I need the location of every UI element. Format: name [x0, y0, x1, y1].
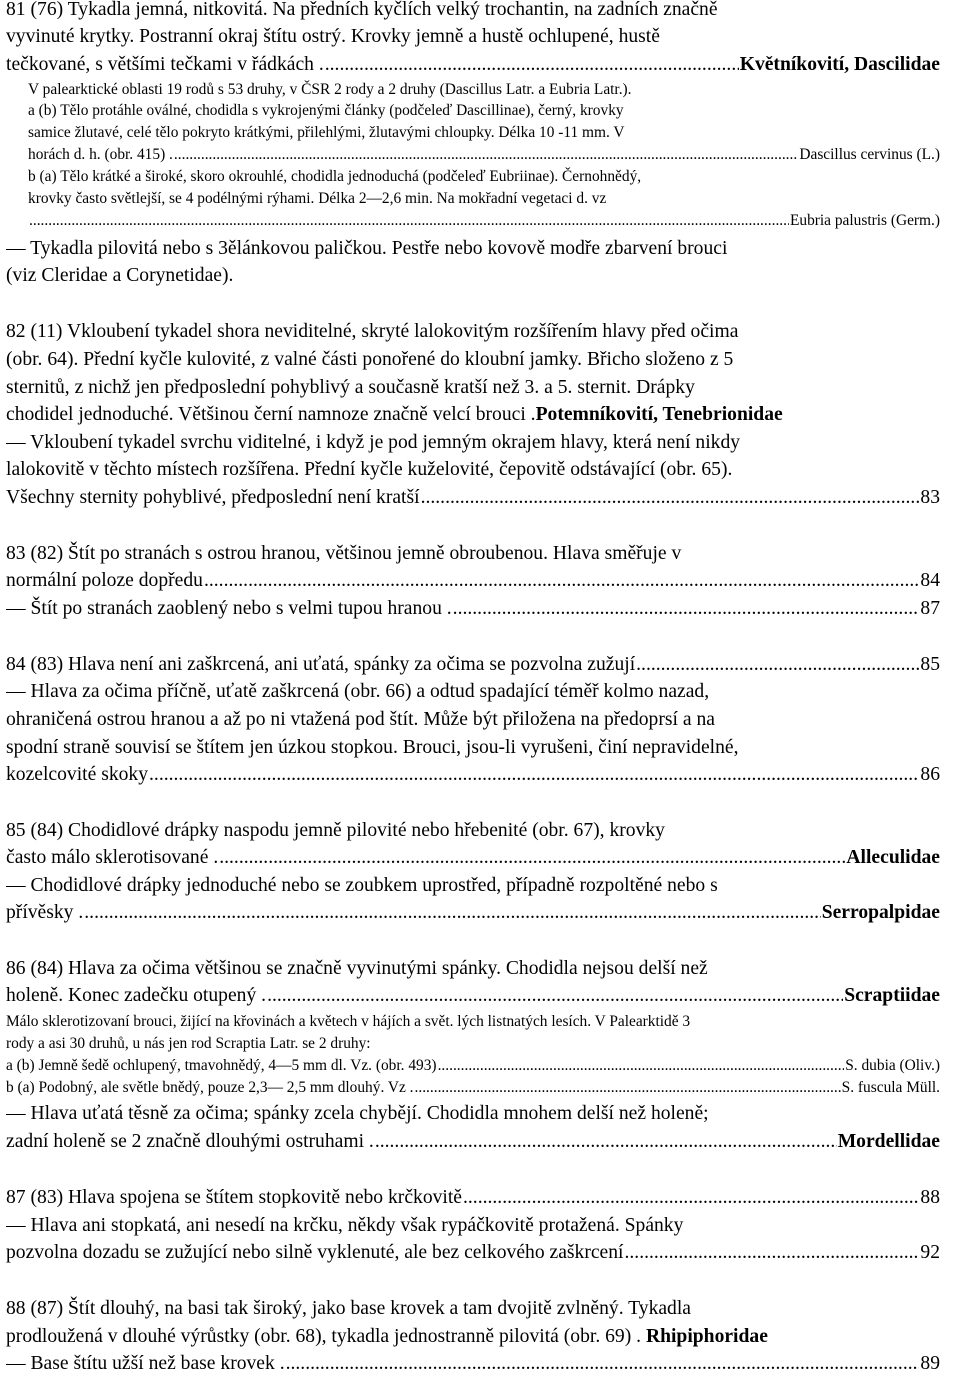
dot-leader — [325, 51, 739, 79]
dot-leader — [625, 1239, 920, 1267]
dot-leader — [375, 1128, 837, 1156]
taxon-name: Serropalpidae — [821, 902, 940, 923]
line-text: Všechny sternity pohyblivé, předposlední není kratší — [6, 487, 420, 508]
text-line-l30 — [6, 872, 940, 900]
line-text: (obr. 64). Přední kyčle kulovité, z valné části ponořené do kloubní jamky. Břicho složeno z 5 — [6, 349, 734, 370]
line-text: 87 (83) Hlava spojena se štítem stopkovitě nebo krčkovitě — [6, 1187, 462, 1208]
line-text: 92 — [920, 1242, 940, 1263]
dot-leader — [463, 1184, 919, 1212]
text-line-l43 — [6, 1295, 940, 1323]
line-text: vyvinuté krytky. Postranní okraj štítu ostrý. Krovky jemně a hustě ochlupené, hustě — [6, 26, 660, 47]
text-line-l44 — [6, 1323, 940, 1351]
text-line-l28 — [6, 817, 940, 845]
text-line-l10 — [6, 210, 940, 232]
text-line-l33 — [6, 982, 940, 1010]
text-line-l23 — [6, 651, 940, 679]
taxon-name: Alleculidae — [846, 847, 940, 868]
line-text: 86 (84) Hlava za očima většinou se značně vyvinutými spánky. Chodidla nejsou delší než — [6, 958, 708, 979]
text-line-l41 — [6, 1212, 940, 1240]
text-line-l12 — [6, 262, 940, 290]
line-text: 81 (76) Tykadla jemná, nitkovitá. Na předních kyčlích velký trochantin, na zadních značně — [6, 0, 718, 20]
line-text: sternitů, z nichž jen předposlední pohyblivý a současně kratší než 3. a 5. sternit. Drápky — [6, 377, 695, 398]
line-text: lalokovitě v těchto místech rozšířena. Přední kyčle kuželovité, čepovitě odstávající (obr. 65). — [6, 459, 733, 480]
line-text: Dascillus cervinus (L.) — [799, 146, 940, 163]
line-text: a (b) Jemně šedě ochlupený, tmavohnědý, 4—5 mm dl. Vz. (obr. 493) — [6, 1057, 437, 1074]
taxon-name: Květníkovití, Dascilidae — [739, 54, 940, 75]
line-text: 89 — [920, 1353, 940, 1374]
text-line-l07 — [6, 144, 940, 166]
text-line-l06 — [6, 122, 940, 144]
line-text: 85 (84) Chodidlové drápky naspodu jemně pilovité nebo hřebenité (obr. 67), krovky — [6, 820, 665, 841]
line-text: — Štít po stranách zaoblený nebo s velmi tupou hranou . — [6, 598, 452, 619]
text-line-l22 — [6, 595, 940, 623]
line-text: tečkované, s většími tečkami v řádkách . — [6, 54, 324, 75]
text-line-l08 — [6, 166, 940, 188]
dot-leader — [438, 1055, 845, 1077]
text-line-l26 — [6, 734, 940, 762]
text-line-l11 — [6, 235, 940, 263]
line-text: — Hlava uťatá těsně za očima; spánky zcela chybějí. Chodidla mnohem delší než holeně; — [6, 1103, 709, 1124]
line-text: krovky často světlejší, se 4 podélnými rýhami. Délka 2—2,6 min. Na mokřadní vegetaci d. vz — [28, 190, 607, 207]
line-text: normální poloze dopředu — [6, 570, 203, 591]
line-text: 88 — [920, 1187, 940, 1208]
line-text: — Hlava za očima příčně, uťatě zaškrcená (obr. 66) a odtud spadající téměř kolmo nazad, — [6, 681, 710, 702]
line-text: — Base štítu užší než base krovek . — [6, 1353, 285, 1374]
text-line-l03 — [6, 51, 940, 79]
text-line-l18 — [6, 456, 940, 484]
text-line-l27 — [6, 761, 940, 789]
dot-leader — [204, 567, 919, 595]
line-text: často málo sklerotisované . — [6, 847, 219, 868]
text-line-l01 — [6, 0, 940, 24]
text-line-l35 — [6, 1033, 940, 1055]
dot-leader — [29, 210, 789, 232]
text-line-l29 — [6, 844, 940, 872]
taxon-name: Potemníkovití, Tenebrionidae — [535, 404, 783, 425]
text-line-l37 — [6, 1077, 940, 1099]
text-line-l02 — [6, 23, 940, 51]
line-text: pozvolna dozadu se zužující nebo silně vyklenuté, ale bez celkového zaškrcení — [6, 1242, 624, 1263]
line-text: (viz Cleridae a Corynetidae). — [6, 265, 234, 286]
text-line-l05 — [6, 100, 940, 122]
text-line-l04 — [6, 79, 940, 101]
line-text: spodní straně souvisí se štítem jen úzkou stopkou. Brouci, jsou-li vyrušeni, činí nepravidelné, — [6, 737, 739, 758]
line-text: — Hlava ani stopkatá, ani nesedí na krčku, někdy však rypáčkovitě protažená. Spánky — [6, 1215, 684, 1236]
line-text: 87 — [920, 598, 940, 619]
line-text: — Tykadla pilovitá nebo s 3ělánkovou paličkou. Pestře nebo kovově modře zbarvení brouci — [6, 238, 728, 259]
dot-leader — [267, 982, 843, 1010]
line-text: 82 (11) Vkloubení tykadel shora neviditelné, skryté lalokovitým rozšířením hlavy před očima — [6, 321, 739, 342]
text-line-l21 — [6, 567, 940, 595]
line-text: holeně. Konec zadečku otupený . — [6, 985, 267, 1006]
dot-leader — [453, 595, 920, 623]
dot-leader — [415, 1077, 841, 1099]
line-text: b (a) Tělo krátké a široké, skoro okrouhlé, chodidla jednoduchá (podčeleď Eubriinae). Černohnědý, — [28, 168, 642, 185]
line-text: ohraničená ostrou hranou a až po ni vtažená pod štít. Může být přiložena na předoprsí a na — [6, 709, 715, 730]
text-line-l31 — [6, 899, 940, 927]
line-text: V palearktické oblasti 19 rodů s 53 druhy, v ČSR 2 rody a 2 druhy (Dascillus Latr. a Eubria Latr.). — [28, 81, 632, 98]
text-line-l24 — [6, 678, 940, 706]
text-line-l40 — [6, 1184, 940, 1212]
text-line-l45 — [6, 1350, 940, 1378]
text-line-l20 — [6, 540, 940, 568]
line-text: 84 (83) Hlava není ani zaškrcená, ani uťatá, spánky za očima se pozvolna zužují — [6, 654, 636, 675]
text-line-l17 — [6, 429, 940, 457]
text-line-l13 — [6, 318, 940, 346]
line-text: 83 (82) Štít po stranách s ostrou hranou, většinou jemně obroubenou. Hlava směřuje v — [6, 543, 682, 564]
text-line-l42 — [6, 1239, 940, 1267]
dot-leader — [174, 144, 798, 166]
dot-leader — [219, 844, 845, 872]
line-text: 85 — [920, 654, 940, 675]
taxon-name: Scraptiidae — [844, 985, 940, 1006]
line-text: Málo sklerotizovaní brouci, žijící na křovinách a květech v hájích a svět. lých listnatých lesích. V Palearktidě 3 — [6, 1013, 691, 1030]
line-text: 88 (87) Štít dlouhý, na basi tak široký, jako base krovek a tam dvojitě zvlněný. Tykadla — [6, 1298, 691, 1319]
line-text: Eubria palustris (Germ.) — [789, 212, 940, 229]
line-text: S. fuscula Müll. — [841, 1079, 940, 1096]
line-text: přívěsky . — [6, 902, 84, 923]
dot-leader — [84, 899, 820, 927]
line-text: chodidel jednoduché. Většinou černí namnoze značně velcí brouci . — [6, 404, 536, 425]
text-line-l19 — [6, 484, 940, 512]
line-text: b (a) Podobný, ale světle bnědý, pouze 2,3— 2,5 mm dlouhý. Vz . — [6, 1079, 414, 1096]
line-text: — Chodidlové drápky jednoduché nebo se zoubkem uprostřed, případně rozpoltěné nebo s — [6, 875, 718, 896]
dot-leader — [421, 484, 920, 512]
taxon-name: Rhipiphoridae — [645, 1326, 768, 1347]
line-text: samice žlutavé, celé tělo pokryto krátkými, přilehlými, žlutavými chloupky. Délka 10 -11 mm. V — [28, 124, 625, 141]
text-line-l15 — [6, 374, 940, 402]
line-text: horách d. h. (obr. 415) . — [28, 146, 173, 163]
line-text: 84 — [920, 570, 940, 591]
dot-leader — [636, 651, 919, 679]
text-line-l25 — [6, 706, 940, 734]
line-text: rody a asi 30 druhů, u nás jen rod Scraptia Latr. se 2 druhy: — [6, 1035, 371, 1052]
line-text: kozelcovité skoky — [6, 764, 149, 785]
line-text: zadní holeně se 2 značně dlouhými ostruhami . — [6, 1131, 374, 1152]
line-text: a (b) Tělo protáhle oválné, chodidla s vykrojenými články (podčeleď Dascillinae), černý, krovky — [28, 102, 624, 119]
dot-leader — [286, 1350, 920, 1378]
line-text: 86 — [920, 764, 940, 785]
text-line-l38 — [6, 1100, 940, 1128]
text-line-l36 — [6, 1055, 940, 1077]
text-line-l39 — [6, 1128, 940, 1156]
text-line-l09 — [6, 188, 940, 210]
line-text: 83 — [920, 487, 940, 508]
text-line-l32 — [6, 955, 940, 983]
text-line-l14 — [6, 346, 940, 374]
line-text: prodloužená v dlouhé výrůstky (obr. 68), tykadla jednostranně pilovitá (obr. 69) . — [6, 1326, 646, 1347]
dot-leader — [149, 761, 919, 789]
taxon-name: Mordellidae — [837, 1131, 940, 1152]
line-text: S. dubia (Oliv.) — [845, 1057, 940, 1074]
text-line-l34 — [6, 1011, 940, 1033]
line-text: — Vkloubení tykadel svrchu viditelné, i když je pod jemným okrajem hlavy, která není nikdy — [6, 432, 741, 453]
text-line-l16 — [6, 401, 940, 429]
